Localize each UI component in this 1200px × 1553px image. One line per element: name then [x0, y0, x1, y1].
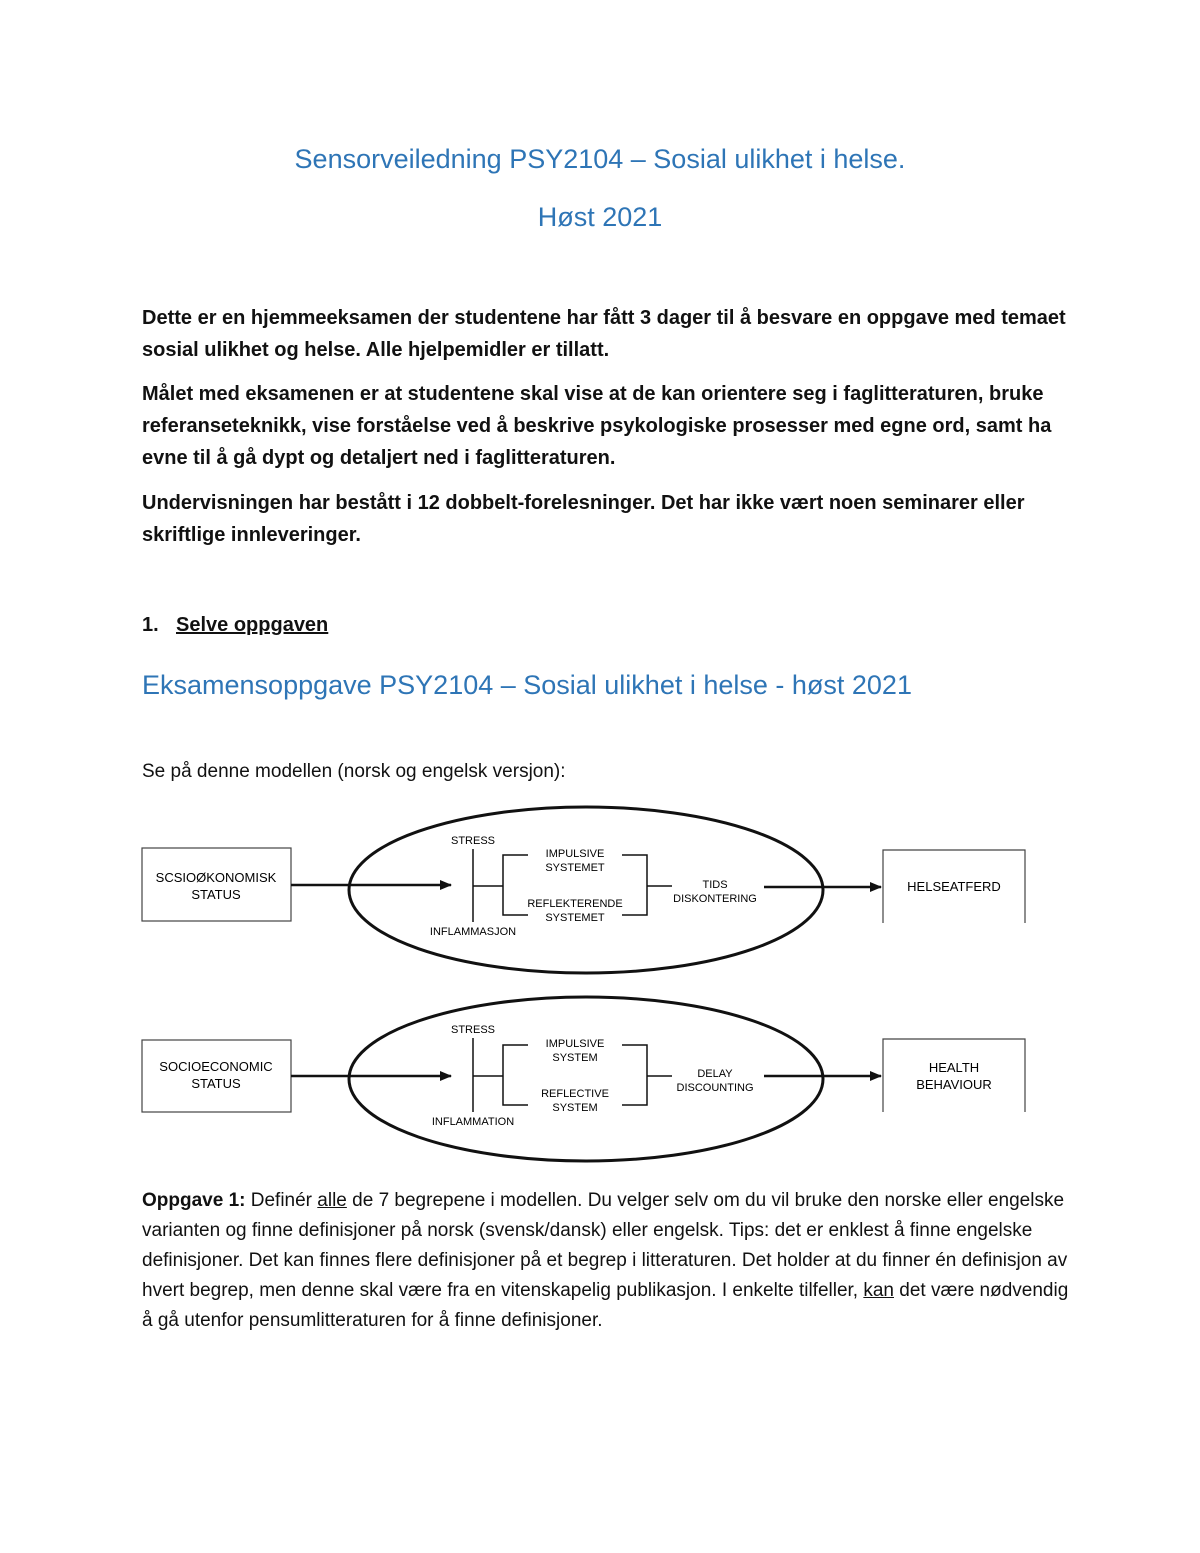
intro-paragraph-3: Undervisningen har bestått i 12 dobbelt-forelesninger. Det har ikke vært noen seminarer eller skriftlige innleveringer. — [142, 492, 1025, 546]
section-number: 1. — [142, 614, 159, 636]
right-box-no-label: HELSEATFERD — [907, 879, 1001, 894]
left-box-no-line1: SCSIOØKONOMISK — [155, 870, 277, 885]
diagram-norwegian — [142, 807, 1025, 973]
bracket-left-en — [503, 1045, 528, 1105]
reflective-en-line2: SYSTEM — [552, 1102, 598, 1114]
task-underlined-all: alle — [317, 1190, 347, 1211]
left-box-en-line1: SOCIOECONOMIC — [159, 1059, 273, 1074]
document-subtitle: Høst 2021 — [537, 202, 663, 232]
intro-paragraph-1: Dette er en hjemmeeksamen der studentene har fått 3 dager til å besvare en oppgave med temaet sosial ulikhet og helse. Alle hjelpemidler er tillatt. — [142, 307, 1066, 361]
bracket-right-en — [622, 1045, 647, 1105]
document-title: Sensorveiledning PSY2104 – Sosial ulikhet i helse. — [294, 144, 906, 174]
task-text-a: Definér — [245, 1190, 318, 1211]
reflective-no-line2: SYSTEMET — [545, 912, 605, 924]
discount-no-line1: TIDS — [702, 879, 728, 891]
discount-en-line1: DELAY — [697, 1068, 733, 1080]
task-underlined-kan: kan — [863, 1280, 894, 1301]
intro-paragraph-2: Målet med eksamenen er at studentene skal vise at de kan orientere seg i faglitteraturen, bruke referanseteknikk, vise forståelse ved å beskrive psykologiske prosesser med egne ord, samt ha evne til å gå dypt og detaljert ned i faglitteraturen. — [142, 383, 1052, 469]
reflective-en-line1: REFLECTIVE — [541, 1088, 609, 1100]
stress-label-en: STRESS — [450, 1024, 496, 1036]
inflammation-label-en: INFLAMMATION — [431, 1116, 515, 1128]
reflective-no-line1: REFLEKTERENDE — [527, 898, 623, 910]
bracket-right-no — [622, 855, 647, 915]
impulsive-en-line1: IMPULSIVE — [545, 1038, 605, 1050]
task-text-b: de 7 begrepene i modellen. Du velger selv om du vil bruke den norske eller engelske varianten og finne definisjoner på norsk (svensk/dansk) eller engelsk. Tips: det er enklest å finne engelske definisjoner. Det kan finnes flere definisjoner på et begrep i litteraturen. Det holder at du finner én definisjon av hvert begrep, men denne skal være fra en vitenskapelig publikasjon. I enkelte tilfeller, — [142, 1190, 1068, 1301]
task-label: Oppgave 1: — [142, 1190, 246, 1211]
left-box-no-line2: STATUS — [191, 887, 241, 902]
impulsive-no-line1: IMPULSIVE — [545, 848, 605, 860]
left-box-en-line2: STATUS — [191, 1076, 241, 1091]
ellipse-en — [349, 997, 823, 1161]
section-title: Selve oppgaven — [176, 614, 329, 636]
stress-label-no: STRESS — [450, 835, 496, 847]
diagram-english — [142, 997, 1025, 1161]
right-box-en-line1: HEALTH — [928, 1060, 980, 1075]
bracket-left-no — [503, 855, 528, 915]
task-text-c: det være nødvendig å gå utenfor pensumlitteraturen for å finne definisjoner. — [142, 1280, 1069, 1331]
right-box-en-line2: BEHAVIOUR — [916, 1077, 992, 1092]
model-lead-text: Se på denne modellen (norsk og engelsk versjon): — [142, 761, 566, 782]
task-1-paragraph — [142, 1186, 1072, 1336]
ellipse-no — [349, 807, 823, 973]
discount-en-line2: DISCOUNTING — [676, 1082, 754, 1094]
impulsive-en-line2: SYSTEM — [552, 1052, 598, 1064]
exam-heading: Eksamensoppgave PSY2104 – Sosial ulikhet i helse - høst 2021 — [142, 670, 912, 700]
right-box-en — [883, 1039, 1025, 1112]
impulsive-no-line2: SYSTEMET — [545, 862, 605, 874]
inflammation-label-no: INFLAMMASJON — [429, 926, 517, 938]
discount-no-line2: DISKONTERING — [673, 893, 757, 905]
